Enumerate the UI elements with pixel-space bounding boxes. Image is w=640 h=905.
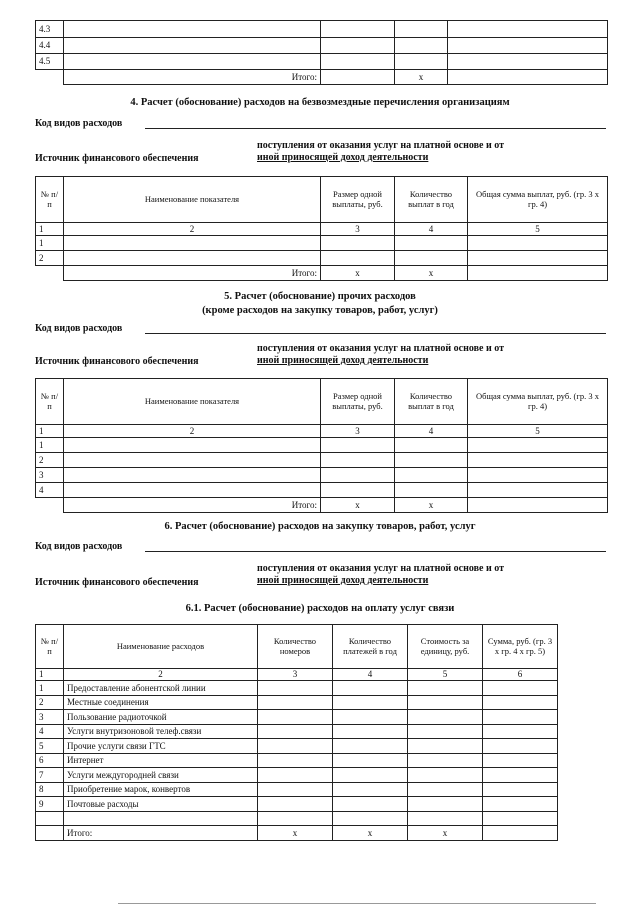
header-cell: Наименование показателя (64, 379, 321, 425)
table-row (36, 453, 608, 468)
table-row (36, 797, 558, 812)
table-row (36, 483, 608, 498)
section4-title: 4. Расчет (обоснование) расходов на безвозмездные перечисления организациям (130, 97, 510, 108)
row-number: 2 (36, 453, 64, 468)
total-x: x (321, 498, 395, 513)
column-number-row: 1 2 3 4 5 6 (36, 669, 558, 681)
column-number-row: 1 2 3 4 5 (36, 223, 608, 236)
header-cell: Сумма, руб. (гр. 3 x гр. 4 x гр. 5) (483, 625, 558, 669)
header-row (36, 379, 608, 425)
total-x: x (395, 70, 448, 85)
total-x: x (321, 266, 395, 281)
expense-name: Приобретение марок, конвертов (64, 782, 258, 797)
name-cell[interactable] (64, 38, 321, 54)
section4-source-value: поступления от оказания услуг на платной основе и от иной приносящей доход деятельности (257, 140, 504, 163)
table-row (36, 710, 558, 725)
name-cell[interactable] (64, 453, 321, 468)
section4-code-input[interactable] (145, 128, 606, 129)
page-bottom-rule (118, 903, 596, 904)
total-x: x (408, 826, 483, 841)
header-cell: Стоимость за единицу, руб. (408, 625, 483, 669)
table-row (36, 739, 558, 754)
row-number: 4.4 (36, 38, 64, 54)
row-number: 5 (36, 739, 64, 754)
row-number: 6 (36, 753, 64, 768)
row-number: 9 (36, 797, 64, 812)
table-row (36, 54, 608, 70)
expense-name: Предоставление абонентской линии (64, 681, 258, 696)
header-cell: Количество номеров (258, 625, 333, 669)
table-row (36, 236, 608, 251)
row-number: 4.5 (36, 54, 64, 70)
row-number: 1 (36, 236, 64, 251)
total-row (36, 826, 558, 841)
table-row (36, 251, 608, 266)
row-number: 4 (36, 483, 64, 498)
header-cell: Общая сумма выплат, руб. (гр. 3 x гр. 4) (468, 379, 608, 425)
total-row (36, 266, 608, 281)
row-number: 3 (36, 468, 64, 483)
table-row-empty (36, 811, 558, 826)
header-cell: Наименование показателя (64, 177, 321, 223)
header-row (36, 177, 608, 223)
name-cell[interactable] (64, 438, 321, 453)
section5-title-line2: (кроме расходов на закупку товаров, работ, услуг) (202, 305, 438, 316)
section61-title: 6.1. Расчет (обоснование) расходов на оплату услуг связи (185, 603, 455, 614)
column-number-row: 1 2 3 4 5 (36, 425, 608, 438)
section6-source-label: Источник финансового обеспечения (35, 577, 199, 588)
expense-name: Пользование радиоточкой (64, 710, 258, 725)
table-row (36, 681, 558, 696)
total-x: x (395, 498, 468, 513)
table-row (36, 782, 558, 797)
section5-table (35, 378, 608, 513)
row-number: 2 (36, 695, 64, 710)
section5-source-label: Источник финансового обеспечения (35, 356, 199, 367)
row-number: 4.3 (36, 21, 64, 38)
header-cell: № п/п (36, 177, 64, 223)
header-cell: Размер одной выплаты, руб. (321, 379, 395, 425)
section5-code-label: Код видов расходов (35, 323, 123, 334)
section6-code-label: Код видов расходов (35, 541, 123, 552)
expense-name: Услуги междугородней связи (64, 768, 258, 783)
table-row (36, 768, 558, 783)
total-row (36, 70, 608, 85)
name-cell[interactable] (64, 54, 321, 70)
section5-code-input[interactable] (145, 333, 606, 334)
expense-name: Интернет (64, 753, 258, 768)
table-row (36, 38, 608, 54)
row-number: 1 (36, 681, 64, 696)
name-cell[interactable] (64, 236, 321, 251)
section5-title-line1: 5. Расчет (обоснование) прочих расходов (224, 291, 416, 302)
section6-title: 6. Расчет (обоснование) расходов на закупку товаров, работ, услуг (164, 521, 476, 532)
section5-source-value: поступления от оказания услуг на платной основе и от иной приносящей доход деятельности (257, 343, 504, 366)
section4-source-label: Источник финансового обеспечения (35, 153, 199, 164)
header-cell: Количество выплат в год (395, 379, 468, 425)
header-cell: Общая сумма выплат, руб. (гр. 3 x гр. 4) (468, 177, 608, 223)
section61-table (35, 624, 558, 841)
total-label: Итого: (64, 498, 321, 513)
table-row (36, 724, 558, 739)
total-x: x (258, 826, 333, 841)
header-cell: Наименование расходов (64, 625, 258, 669)
total-x: x (333, 826, 408, 841)
row-number: 8 (36, 782, 64, 797)
row-number: 7 (36, 768, 64, 783)
total-label: Итого: (64, 70, 321, 85)
table-row (36, 695, 558, 710)
expense-name: Услуги внутризоновой телеф.связи (64, 724, 258, 739)
header-cell: № п/п (36, 625, 64, 669)
name-cell[interactable] (64, 21, 321, 38)
row-number: 1 (36, 438, 64, 453)
table-row (36, 21, 608, 38)
section4-code-label: Код видов расходов (35, 118, 123, 129)
header-cell: Количество выплат в год (395, 177, 468, 223)
table-row (36, 438, 608, 453)
header-cell: Размер одной выплаты, руб. (321, 177, 395, 223)
total-label: Итого: (64, 266, 321, 281)
header-cell: № п/п (36, 379, 64, 425)
name-cell[interactable] (64, 468, 321, 483)
total-x: x (395, 266, 468, 281)
expense-name: Местные соединения (64, 695, 258, 710)
total-label: Итого: (64, 826, 258, 841)
total-row (36, 498, 608, 513)
expense-name: Прочие услуги связи ГТС (64, 739, 258, 754)
header-cell: Количество платежей в год (333, 625, 408, 669)
expense-name: Почтовые расходы (64, 797, 258, 812)
name-cell[interactable] (64, 483, 321, 498)
section4-table (35, 176, 608, 281)
row-number: 4 (36, 724, 64, 739)
row-number: 2 (36, 251, 64, 266)
name-cell[interactable] (64, 251, 321, 266)
row-number: 3 (36, 710, 64, 725)
table-previous-continuation (35, 20, 608, 85)
section6-code-input[interactable] (145, 551, 606, 552)
table-row (36, 753, 558, 768)
table-row (36, 468, 608, 483)
section6-source-value: поступления от оказания услуг на платной основе и от иной приносящей доход деятельности (257, 563, 504, 586)
header-row (36, 625, 558, 669)
